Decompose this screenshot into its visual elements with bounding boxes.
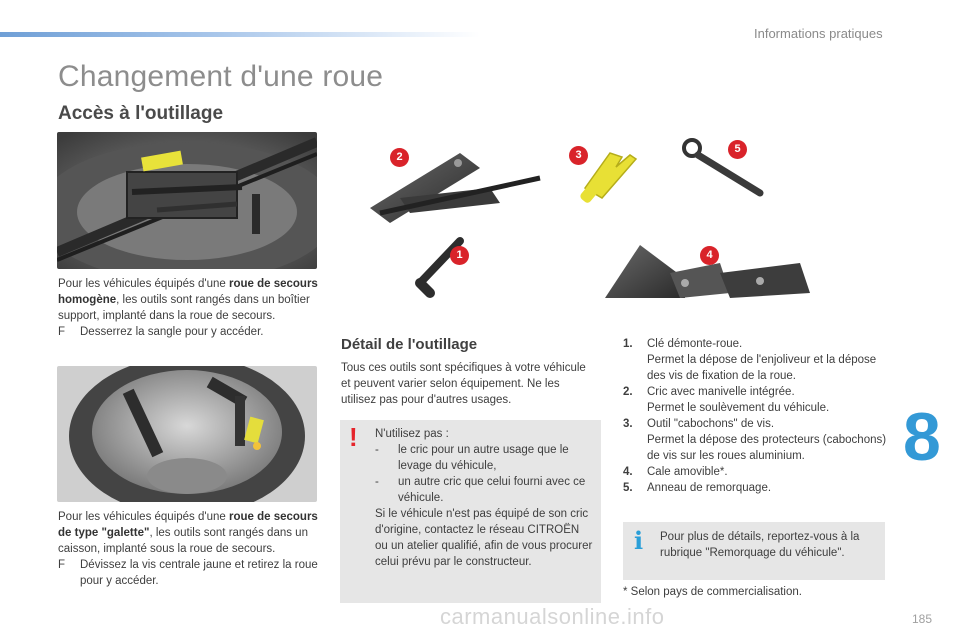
tool-badge-3: 3	[569, 146, 588, 165]
tool-num: 5.	[623, 482, 633, 494]
spare-wheel-tool-box-photo	[57, 366, 317, 502]
page-title: Changement d'une roue	[58, 60, 384, 93]
tool-num: 4.	[623, 466, 633, 478]
section-subtitle: Accès à l'outillage	[58, 103, 224, 124]
tool-line: Anneau de remorquage.	[647, 482, 772, 494]
warning-item-2-text: un autre cric que celui fourni avec ce véhicule.	[398, 476, 586, 504]
chapter-number: 8	[903, 399, 941, 475]
tool-badge-1: 1	[450, 246, 469, 265]
warning-item-1	[375, 442, 593, 474]
header-accent-bar	[0, 32, 480, 37]
tool-line: Cale amovible*.	[647, 466, 728, 478]
tool-item-5	[623, 480, 888, 496]
tool-item-2	[623, 384, 888, 416]
watermark-text: carmanualsonline.info	[440, 604, 665, 629]
tool-line: Clé démonte-roue.	[647, 338, 743, 350]
para1-bold: roue de secours homogène	[58, 278, 318, 306]
detail-intro: Tous ces outils sont spécifiques à votre véhicule et peuvent varier selon équipement. Ne les utilisez pas pour d'autres usages.	[341, 362, 586, 406]
tool-num: 3.	[623, 418, 633, 430]
info-text: Pour plus de détails, reportez-vous à la rubrique "Remorquage du véhicule".	[660, 531, 860, 559]
tool-badge-4: 4	[700, 246, 719, 265]
para1-text-end: , les outils sont rangés dans un boîtier support, implanté dans la roue de secours.	[58, 294, 310, 322]
tools-illustration	[340, 133, 885, 313]
para2-text-end: , les outils sont rangés dans un caisson, implanté sous la roue de secours.	[58, 527, 308, 555]
tool-line: Permet le soulèvement du véhicule.	[647, 402, 830, 414]
warning-body: Si le véhicule n'est pas équipé de son cric d'origine, contactez le réseau CITROËN ou un atelier qualifié, afin de vous procurer celui prévu par le constructeur.	[375, 508, 593, 568]
para1-bullet	[58, 324, 320, 340]
tool-line: Cric avec manivelle intégrée.	[647, 386, 795, 398]
para2-bold: roue de secours de type "galette"	[58, 511, 318, 539]
para1-text: Pour les véhicules équipés d'une	[58, 278, 229, 290]
warning-item-1-text: le cric pour un autre usage que le levage du véhicule,	[398, 444, 569, 472]
dash-mark: -	[375, 476, 379, 488]
bullet-mark: F	[58, 559, 66, 571]
homogeneous-spare-paragraph	[58, 276, 320, 340]
warning-lead: N'utilisez pas :	[375, 428, 449, 440]
tool-line: Outil "cabochons" de vis.	[647, 418, 775, 430]
cap-removal-tool-icon	[579, 153, 636, 204]
footnote: * Selon pays de commercialisation.	[623, 586, 802, 598]
warning-text	[375, 426, 593, 570]
towing-eye-icon	[684, 140, 760, 193]
info-icon: i	[634, 526, 644, 555]
warning-item-2	[375, 474, 593, 506]
tool-line: Permet la dépose des protecteurs (cabochons) de vis sur les roues aluminium.	[647, 434, 887, 462]
trunk-tool-case-photo	[57, 132, 317, 269]
para2-bullet-text: Dévissez la vis centrale jaune et retirez la roue pour y accéder.	[80, 559, 318, 587]
page-number: 185	[912, 612, 933, 626]
tools-list	[623, 336, 888, 496]
tool-item-4	[623, 464, 888, 480]
tool-item-1	[623, 336, 888, 384]
detail-title: Détail de l'outillage	[341, 336, 478, 353]
galette-spare-paragraph	[58, 509, 320, 589]
dash-mark: -	[375, 444, 379, 456]
tool-badge-2: 2	[390, 148, 409, 167]
para2-bullet	[58, 557, 320, 589]
tool-num: 2.	[623, 386, 633, 398]
tool-num: 1.	[623, 338, 633, 350]
bullet-mark: F	[58, 326, 66, 338]
tool-badge-5: 5	[728, 140, 747, 159]
tool-item-3	[623, 416, 888, 464]
tool-line: Permet la dépose de l'enjoliveur et la dépose des vis de fixation de la roue.	[647, 354, 877, 382]
para2-text: Pour les véhicules équipés d'une	[58, 511, 229, 523]
warning-icon: !	[349, 422, 358, 452]
para1-bullet-text: Desserrez la sangle pour y accéder.	[80, 326, 264, 338]
section-label: Informations pratiques	[754, 26, 883, 41]
